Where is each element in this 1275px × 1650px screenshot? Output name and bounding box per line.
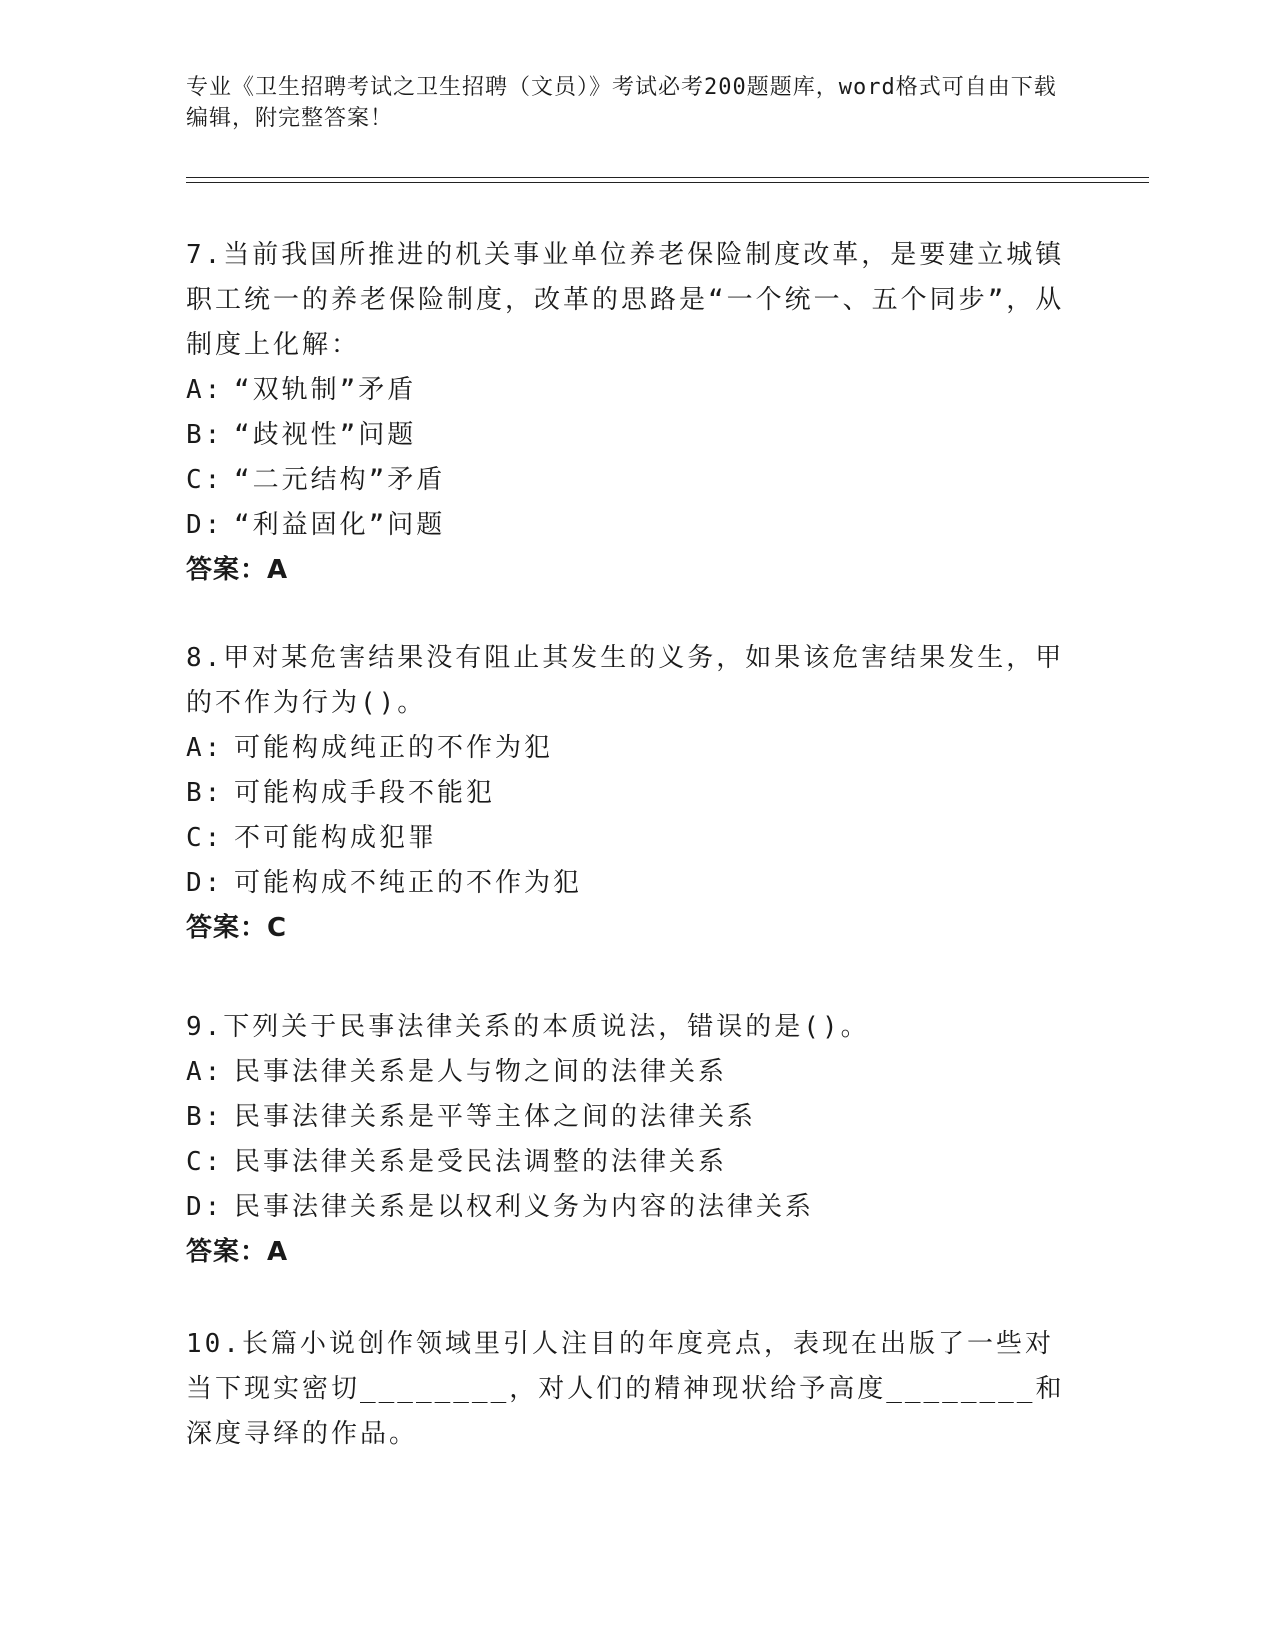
answer: 答案：A xyxy=(186,555,289,585)
option-a xyxy=(186,368,1066,413)
option-text: 可能构成手段不能犯 xyxy=(234,778,496,808)
question-stem: 8.甲对某危害结果没有阻止其发生的义务，如果该危害结果发生，甲的不作为行为()。 xyxy=(186,643,1065,718)
header-divider-bottom xyxy=(186,182,1149,183)
option-letter: D: xyxy=(186,1192,224,1222)
option-text: 民事法律关系是受民法调整的法律关系 xyxy=(234,1147,728,1177)
option-text: “歧视性”问题 xyxy=(234,420,417,450)
option-letter: A: xyxy=(186,1057,224,1087)
option-text: 不可能构成犯罪 xyxy=(234,823,438,853)
option-b xyxy=(186,413,1066,458)
question-stem: 10.长篇小说创作领域里引人注目的年度亮点，表现在出版了一些对当下现实密切________，对人们的精神现状给予高度________和深度寻绎的作品。 xyxy=(186,1329,1065,1449)
option-b xyxy=(186,771,1066,816)
question-10 xyxy=(186,1322,1066,1457)
option-text: “二元结构”矛盾 xyxy=(234,465,446,495)
option-d xyxy=(186,1185,1066,1230)
question-7 xyxy=(186,233,1066,593)
option-text: 可能构成纯正的不作为犯 xyxy=(234,733,554,763)
option-letter: D: xyxy=(186,868,224,898)
question-stem: 9.下列关于民事法律关系的本质说法，错误的是()。 xyxy=(186,1012,870,1042)
option-d xyxy=(186,861,1066,906)
question-8 xyxy=(186,636,1066,951)
option-a xyxy=(186,726,1066,771)
option-text: “双轨制”矛盾 xyxy=(234,375,417,405)
option-c xyxy=(186,458,1066,503)
option-text: 民事法律关系是人与物之间的法律关系 xyxy=(234,1057,728,1087)
document-header: 专业《卫生招聘考试之卫生招聘（文员）》考试必考200题题库，word格式可自由下载编辑，附完整答案！ xyxy=(186,75,1057,131)
option-d xyxy=(186,503,1066,548)
option-letter: B: xyxy=(186,778,224,808)
option-letter: C: xyxy=(186,1147,224,1177)
option-letter: A: xyxy=(186,375,224,405)
option-letter: A: xyxy=(186,733,224,763)
answer: 答案：C xyxy=(186,913,288,943)
option-c xyxy=(186,1140,1066,1185)
option-text: “利益固化”问题 xyxy=(234,510,446,540)
option-letter: D: xyxy=(186,510,224,540)
header-divider-top xyxy=(186,177,1149,178)
option-letter: C: xyxy=(186,465,224,495)
option-letter: B: xyxy=(186,1102,224,1132)
option-text: 可能构成不纯正的不作为犯 xyxy=(234,868,583,898)
option-text: 民事法律关系是以权利义务为内容的法律关系 xyxy=(234,1192,815,1222)
option-letter: C: xyxy=(186,823,224,853)
option-a xyxy=(186,1050,1066,1095)
question-stem: 7.当前我国所推进的机关事业单位养老保险制度改革，是要建立城镇职工统一的养老保险制度，改革的思路是“一个统一、五个同步”，从制度上化解： xyxy=(186,240,1065,360)
option-c xyxy=(186,816,1066,861)
option-text: 民事法律关系是平等主体之间的法律关系 xyxy=(234,1102,757,1132)
option-b xyxy=(186,1095,1066,1140)
option-letter: B: xyxy=(186,420,224,450)
question-9 xyxy=(186,1005,1066,1275)
answer: 答案：A xyxy=(186,1237,289,1267)
